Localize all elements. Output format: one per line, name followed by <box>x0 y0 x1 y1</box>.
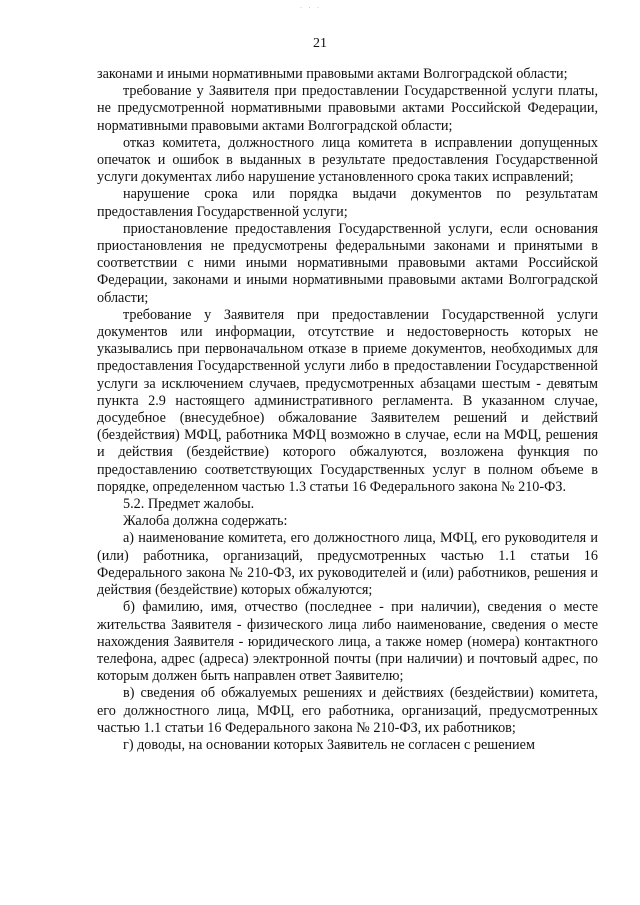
paragraph: требование у Заявителя при предоставлении Государственной услуги платы, не предусмотренной нормативными правовыми актами Российской Федерации, нормативными правовыми актами Волгоградской области; <box>97 83 598 134</box>
paragraph: отказ комитета, должностного лица комитета в исправлении допущенных опечаток и ошибок в выданных в результате предоставления Государственной услуги документах либо нарушение установленного срока таких исправлений; <box>97 134 598 186</box>
section-heading: 5.2. Предмет жалобы. <box>123 496 255 513</box>
paragraph: нарушение срока или порядка выдачи документов по результатам предоставления Государственной услуги; <box>97 186 598 220</box>
paragraph: законами и иными нормативными правовыми актами Волгоградской области; <box>97 66 568 82</box>
list-item: в) сведения об обжалуемых решениях и действиях (бездействии) комитета, его должностного лица, МФЦ, его работника, организаций, предусмотренных частью 1.1 статьи 16 Федерального закона № 210-ФЗ, их работников; <box>97 685 598 736</box>
paragraph: требование у Заявителя при предоставлении Государственной услуги документов или информации, отсутствие и недостоверность которых не указывались при первоначальном отказе в приеме документов, необходимых для предоставления Государственной услуги либо в предоставлении Государственной услуги за исключением случаев, предусмотренных абзацами шестым - девятым пункта 2.9 настоящего административного регламента. В указанном случае, досудебное (внесудебное) обжалование Заявителем решений и действий (бездействия) МФЦ, работника МФЦ возможно в случае, если на МФЦ, решения и действия (бездействие) которого обжалуются, возложена функция по предоставлению соответствующих Государственных услуг в полном объеме в порядке, определенном частью 1.3 статьи 16 Федерального закона № 210-ФЗ. <box>97 306 598 495</box>
list-item: г) доводы, на основании которых Заявитель не согласен с решением <box>123 736 535 753</box>
body-text <box>97 66 598 754</box>
list-item: б) фамилию, имя, отчество (последнее - при наличии), сведения о месте жительства Заявителя - физического лица либо наименование, сведения о месте нахождения Заявителя - юридического лица, а также номер (номера) контактного телефона, адрес (адреса) электронной почты (при наличии) и почтовый адрес, по которым должен быть направлен ответ Заявителю; <box>97 599 598 685</box>
scan-artifact: · · · <box>300 4 322 12</box>
page-number: 21 <box>313 36 327 51</box>
paragraph: Жалоба должна содержать: <box>123 513 288 530</box>
list-item: а) наименование комитета, его должностного лица, МФЦ, его руководителя и (или) работника, организаций, предусмотренных частью 1.1 статьи 16 Федерального закона № 210-ФЗ, их руководителей и (или) работников, решения и действия (бездействие) которых обжалуются; <box>97 530 598 599</box>
paragraph: приостановление предоставления Государственной услуги, если основания приостановления не предусмотрены федеральными законами и принятыми в соответствии с ними иными нормативными правовыми актами Российской Федерации, законами и иными нормативными правовыми актами Волгоградской области; <box>97 220 598 306</box>
